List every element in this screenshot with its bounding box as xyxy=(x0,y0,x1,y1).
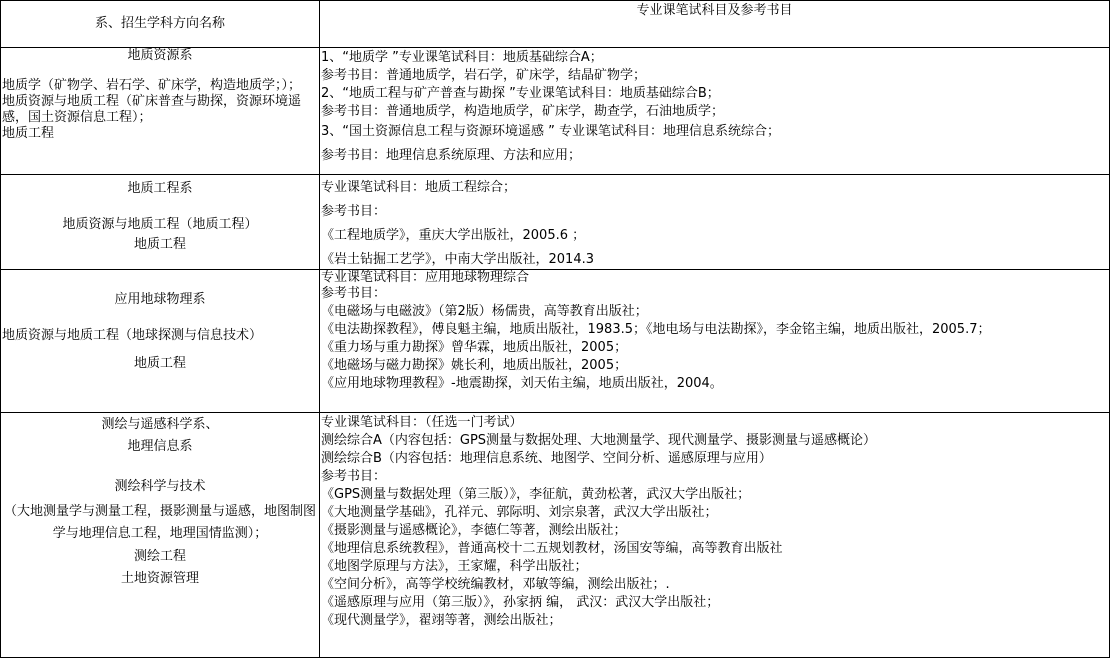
subject-line: 测绘综合A（内容包括：GPS测量与数据处理、大地测量学、现代测量学、摄影测量与遥感概论） xyxy=(321,433,877,448)
dept-name: 测绘与遥感科学系、 xyxy=(101,417,219,432)
major-item: 土地资源管理 xyxy=(120,571,199,586)
subject-line: 参考书目： xyxy=(321,204,387,219)
subject-line: 《大地测量学基础》，孔祥元、郭际明、刘宗泉著，武汉大学出版社； xyxy=(321,505,718,520)
subject-line: 《地磁场与磁力勘探》姚长利，地质出版社，2005； xyxy=(321,358,628,373)
header-dept-name: 系、招生学科方向名称 xyxy=(1,1,320,48)
subject-line: 2、“地质工程与矿产普查与勘探 ”专业课笔试科目：地质基础综合B； xyxy=(321,86,720,101)
subject-line: 《GPS测量与数据处理（第三版）》，李征航，黄劲松著，武汉大学出版社； xyxy=(321,487,751,502)
subjects-cell xyxy=(320,270,1110,413)
major-item: 地质工程 xyxy=(133,237,186,252)
dept-name: 地质工程系 xyxy=(127,181,193,196)
subject-line: 3、“国土资源信息工程与资源环境遥感 ” 专业课笔试科目：地理信息系统综合； xyxy=(321,124,781,139)
subject-line: 专业课笔试科目：地质工程综合； xyxy=(321,180,517,195)
dept-name: 地质资源系 xyxy=(127,48,193,63)
subject-line: 《摄影测量与遥感概论》，李德仁等著，测绘出版社； xyxy=(321,523,627,538)
subject-line: 《工程地质学》，重庆大学出版社，2005.6 ； xyxy=(321,228,586,243)
major-item: （大地测量学与测量工程，摄影测量与遥感，地图制图学与地理信息工程，地理国情监测）； xyxy=(3,504,316,541)
dept-cell xyxy=(1,413,320,658)
subject-line: 《地图学原理与方法》，王家耀，科学出版社； xyxy=(321,559,588,574)
dept-name: 地理信息系 xyxy=(127,439,193,454)
dept-name: 应用地球物理系 xyxy=(114,292,206,307)
major-item: 地质资源与地质工程（矿床普查与勘探，资源环境遥感，国土资源信息工程）； xyxy=(2,94,302,125)
subject-line: 《遥感原理与应用（第三版）》，孙家抦 编， 武汉：武汉大学出版社； xyxy=(321,595,720,610)
dept-cell xyxy=(1,48,320,175)
subject-line: 《岩土钻掘工艺学》，中南大学出版社，2014.3 xyxy=(321,252,594,267)
major-item: 地质学（矿物学、岩石学、矿床学，构造地质学；）； xyxy=(2,78,302,93)
header-exam-subjects: 专业课笔试科目及参考书目 xyxy=(320,1,1110,48)
subject-line: 《应用地球物理教程》-地震勘探，刘天佑主编，地质出版社，2004。 xyxy=(321,376,723,391)
major-item: 地质资源与地质工程（地球探测与信息技术） xyxy=(2,328,263,343)
table-row xyxy=(1,48,1110,175)
table-row xyxy=(1,175,1110,270)
major-item: 测绘工程 xyxy=(133,549,186,564)
subject-line: 《电磁场与电磁波》（第2版）杨儒贵，高等教育出版社； xyxy=(321,304,648,319)
subject-line: 《空间分析》，高等学校统编教材，邓敏等编，测绘出版社；. xyxy=(321,577,670,592)
subject-line: 专业课笔试科目：应用地球物理综合 xyxy=(321,270,530,285)
subject-line: 《重力场与重力勘探》曾华霖，地质出版社，2005； xyxy=(321,340,628,355)
major-item: 地质工程 xyxy=(133,356,186,371)
major-item: 测绘科学与技术 xyxy=(114,479,206,494)
subject-line: 参考书目： xyxy=(321,286,387,301)
subject-line: 参考书目：地理信息系统原理、方法和应用； xyxy=(321,148,582,163)
dept-cell xyxy=(1,175,320,270)
subject-line: 参考书目：普通地质学，构造地质学，矿床学，勘查学，石油地质学； xyxy=(321,104,725,119)
subjects-cell xyxy=(320,175,1110,270)
subject-line: 《电法勘探教程》，傅良魁主编，地质出版社，1983.5；《地电场与电法勘探》，李金铭主编，地质出版社，2005.7； xyxy=(321,322,991,337)
subject-line: 1、“地质学 ”专业课笔试科目：地质基础综合A； xyxy=(321,50,603,65)
major-item: 地质资源与地质工程（地质工程） xyxy=(62,217,258,232)
dept-cell xyxy=(1,270,320,413)
subject-line: 参考书目： xyxy=(321,469,387,484)
table-row xyxy=(1,413,1110,658)
subjects-cell xyxy=(320,48,1110,175)
subject-line: 专业课笔试科目：（任选一门考试） xyxy=(321,415,523,430)
subject-line: 参考书目：普通地质学，岩石学，矿床学，结晶矿物学； xyxy=(321,68,647,83)
major-item: 地质工程 xyxy=(2,126,55,141)
subject-line: 测绘综合B（内容包括：地理信息系统、地图学、空间分析、遥感原理与应用） xyxy=(321,451,772,466)
table-header-row xyxy=(1,1,1110,48)
subject-line: 《现代测量学》，翟翊等著，测绘出版社； xyxy=(321,613,562,628)
subjects-cell xyxy=(320,413,1110,658)
table-row xyxy=(1,270,1110,413)
subject-line: 《地理信息系统教程》，普通高校十二五规划教材，汤国安等编，高等教育出版社 xyxy=(321,541,783,556)
